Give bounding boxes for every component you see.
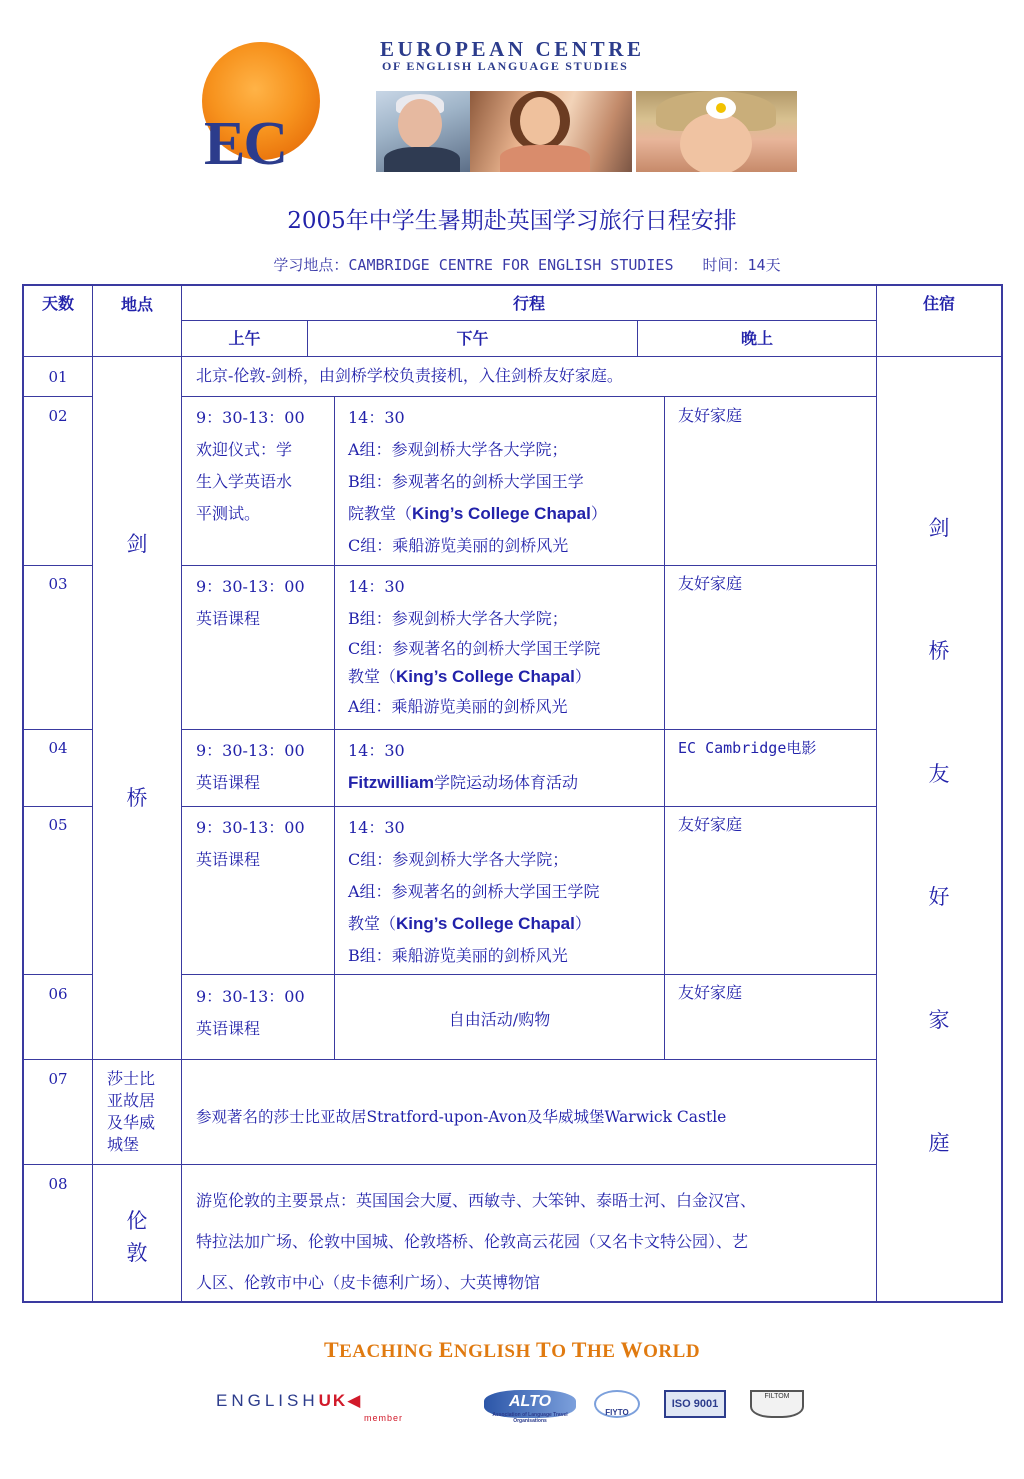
day-01-itinerary: 北京-伦敦-剑桥，由剑桥学校负责接机，入住剑桥友好家庭。 — [196, 366, 623, 385]
kings-college-chapal: King’s College Chapal — [412, 504, 591, 523]
place-cambridge-char-2: 桥 — [126, 786, 148, 810]
lodging-char-6: 庭 — [928, 1131, 950, 1155]
header-afternoon: 下午 — [456, 329, 489, 348]
english-uk-logo: ENGLISHUK◀ member — [216, 1391, 404, 1423]
header-place: 地点 — [120, 295, 153, 314]
day-02-morning: 9：30-13：00 欢迎仪式：学 生入学英语水 平测试。 — [196, 408, 305, 523]
day-06-afternoon: 自由活动/购物 — [448, 1010, 551, 1029]
day-02-evening: 友好家庭 — [678, 406, 743, 425]
lodging-char-2: 桥 — [928, 639, 950, 663]
day-08: 08 — [48, 1175, 68, 1193]
photo-elderly-man — [376, 91, 470, 172]
page-subtitle — [0, 254, 1024, 276]
day-06-evening: 友好家庭 — [678, 983, 743, 1002]
study-location: 学习地点：CAMBRIDGE CENTRE FOR ENGLISH STUDIES — [273, 256, 674, 274]
photo-girl-with-hat — [636, 91, 797, 172]
day-04-afternoon: 14：30 Fitzwilliam学院运动场体育活动 — [348, 741, 578, 792]
day-06-morning: 9：30-13：00 英语课程 — [196, 987, 305, 1038]
fitzwilliam: Fitzwilliam — [348, 773, 434, 792]
slogan-teaching-english: TEACHING ENGLISH TO THE WORLD — [323, 1337, 701, 1362]
kings-college-chapal: King’s College Chapal — [396, 667, 575, 686]
place-cambridge-char-1: 剑 — [126, 532, 148, 556]
header-lodging: 住宿 — [922, 294, 955, 313]
day-06: 06 — [48, 985, 68, 1003]
day-03-afternoon: 14：30 B组：参观剑桥大学各大学院； C组：参观著名的剑桥大学国王学院 教堂（King’s College Chapal） A组：乘船游览美丽的剑桥风光 — [348, 577, 601, 716]
header-day: 天数 — [41, 294, 74, 313]
fiyto-logo: FIYTO — [594, 1390, 640, 1418]
brand-name-line1: EUROPEAN CENTRE — [380, 37, 645, 61]
lodging-char-4: 好 — [928, 885, 950, 909]
day-02-afternoon: 14：30 A组：参观剑桥大学各大学院； B组：参观著名的剑桥大学国王学 院教堂（King’s College Chapal） C组：乘船游览美丽的剑桥风光 — [348, 408, 607, 555]
filtom-logo: FILTOM — [750, 1390, 804, 1418]
day-05: 05 — [48, 816, 68, 834]
day-03-evening: 友好家庭 — [678, 574, 743, 593]
day-01: 01 — [48, 368, 68, 386]
brand-name-line2: OF ENGLISH LANGUAGE STUDIES — [382, 59, 629, 73]
ec-logo-letters: EC — [204, 110, 287, 178]
place-stratford: 莎士比 亚故居 及华威 城堡 — [107, 1069, 156, 1154]
header-itinerary: 行程 — [512, 294, 545, 313]
day-04-morning: 9：30-13：00 英语课程 — [196, 741, 305, 792]
day-03-morning: 9：30-13：00 英语课程 — [196, 577, 305, 628]
page-title: 2005年中学生暑期赴英国学习旅行日程安排 — [287, 208, 737, 234]
day-02: 02 — [48, 407, 68, 425]
day-05-morning: 9：30-13：00 英语课程 — [196, 818, 305, 869]
day-07-itinerary: 参观著名的莎士比亚故居Stratford-upon-Avon及华威城堡Warwick Castle — [196, 1108, 727, 1126]
day-05-afternoon: 14：30 C组：参观剑桥大学各大学院； A组：参观著名的剑桥大学国王学院 教堂（King’s College Chapal） B组：乘船游览美丽的剑桥风光 — [348, 818, 600, 965]
header-morning: 上午 — [228, 329, 261, 348]
lodging-char-3: 友 — [928, 762, 950, 786]
study-duration: 时间：14天 — [702, 256, 781, 274]
place-london: 伦 敦 — [126, 1209, 148, 1265]
alto-logo: ALTO Association of Language Travel Organisations — [484, 1390, 576, 1418]
day-04: 04 — [48, 739, 68, 757]
header-evening: 晚上 — [740, 329, 773, 348]
day-07: 07 — [48, 1070, 68, 1088]
day-04-evening: EC Cambridge电影 — [678, 739, 817, 757]
day-05-evening: 友好家庭 — [678, 815, 743, 834]
kings-college-chapal: King’s College Chapal — [396, 914, 575, 933]
lodging-char-1: 剑 — [928, 516, 950, 540]
day-03: 03 — [48, 575, 68, 593]
photo-smiling-woman — [470, 91, 632, 172]
iso-logo: ISO 9001 — [664, 1390, 726, 1418]
lodging-char-5: 家 — [928, 1008, 950, 1032]
day-08-itinerary: 游览伦敦的主要景点：英国国会大厦、西敏寺、大笨钟、泰晤士河、白金汉宫、 特拉法加广场、伦敦中国城、伦敦塔桥、伦敦高云花园（又名卡文特公园）、艺 人区、伦敦市中心（皮卡德利广场）、大英博物馆 — [196, 1191, 757, 1292]
